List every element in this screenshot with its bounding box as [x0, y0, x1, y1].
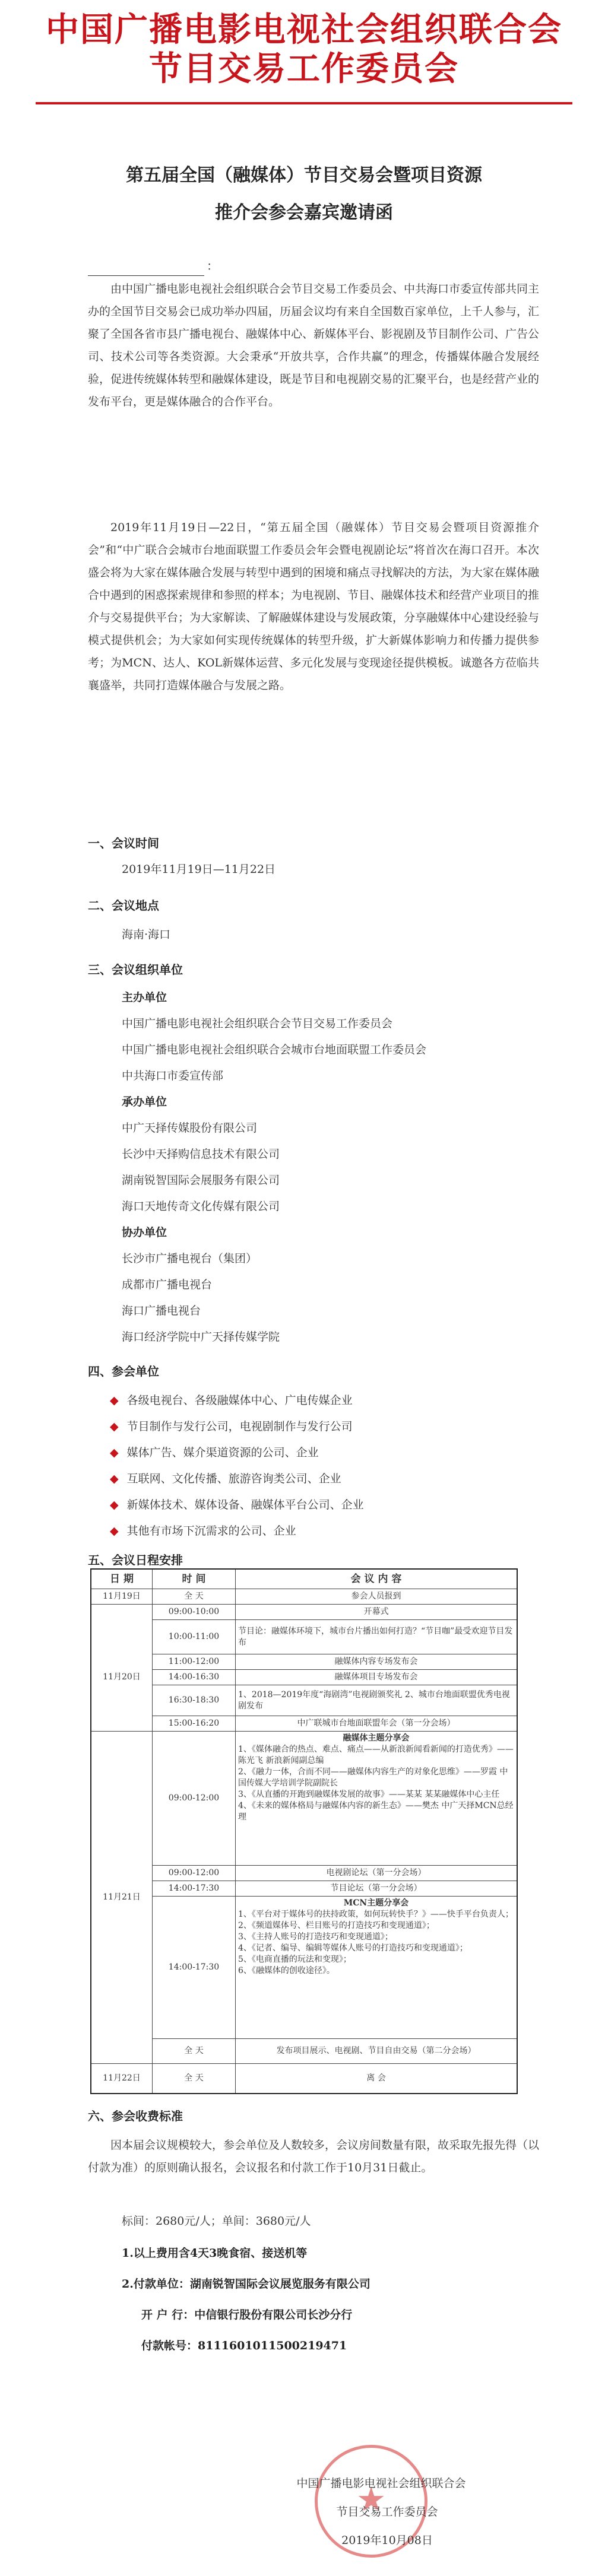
- bank-line: 开 户 行：中信银行股份有限公司长沙分行: [141, 2308, 353, 2321]
- time-cell: 09:00-12:00: [153, 1866, 236, 1881]
- table-row: [153, 1865, 517, 1881]
- content-cell: 融媒体内容专场发布会: [334, 1657, 418, 1666]
- time-cell: 16:30-18:30: [153, 1685, 236, 1716]
- time-cell: 全 天: [153, 2039, 236, 2063]
- co-organizer-item: 成都市广播电视台: [122, 1278, 213, 1291]
- content-cell: 中广联城市台地面联盟年会（第一分会场）: [297, 1719, 455, 1728]
- signature-org-line2: 节目交易工作委员会: [336, 2505, 438, 2518]
- table-row: [153, 1604, 517, 1619]
- session-item: 5、《电商直播的玩法和变现》；: [238, 1955, 352, 1964]
- meeting-time: 2019年11月19日—11月22日: [122, 863, 276, 876]
- section-4-heading: 四、参会单位: [88, 1364, 159, 1378]
- content-cell: [236, 1732, 517, 1865]
- payee-line: 2.付款单位：湖南锐智国际会议展览服务有限公司: [122, 2278, 370, 2291]
- date-cell: 11月21日: [91, 1732, 153, 2063]
- host-label: 主办单位: [122, 991, 167, 1004]
- letterhead-line2: 节目交易工作委员会: [149, 50, 459, 88]
- session-item: 4、《记者、编导、编辑等媒体人账号的打造技巧和变现通道》；: [238, 1943, 468, 1953]
- content-cell: 开幕式: [363, 1606, 389, 1616]
- session-item: 2、《融力一体，合而不同——融媒体内容生产的对象化思维》——罗霞 中国传媒大学培训学院副院长: [238, 1767, 508, 1788]
- time-cell: 全 天: [153, 2064, 236, 2093]
- host-item: 中共海口市委宣传部: [122, 1069, 224, 1082]
- diamond-bullet-icon: ◆: [110, 1524, 119, 1538]
- participant-item: ◆ 新媒体技术、媒体设备、融媒体平台公司、企业: [110, 1498, 364, 1511]
- content-cell: 发布项目展示、电视剧、节目自由交易（第二分会场）: [276, 2046, 476, 2056]
- col-header-time: 时 间: [153, 1570, 236, 1589]
- content-cell: 节目论坛（第一分会场）: [330, 1883, 422, 1893]
- table-row: [153, 1669, 517, 1685]
- content-cell: 1、2018—2019年度“海剧湾”电视剧颁奖礼 2、城市台地面联盟优秀电视剧发布: [238, 1689, 510, 1711]
- intro-paragraph-1: 由中国广播电影电视社会组织联合会节目交易工作委员会、中共海口市委宣传部共同主办的全国节目交易会已成功举办四届，历届会议均有来自全国数百家单位，上千人参与，汇聚了全国各省市县广播电视台、融媒体中心、新媒体平台、影视剧及节目制作公司、广告公司、技术公司等各类资源。大会秉承“开放共享，合作共赢”的理念，传播媒体融合发展经验，促进传统媒体转型和融媒体建设，既是节目和电视剧交易的汇聚平台，也是经营产业的发布平台，更是媒体融合的合作平台。: [88, 282, 540, 408]
- salutation-blank: [88, 261, 204, 276]
- time-cell: 全 天: [153, 1589, 236, 1604]
- letterhead-rule: [36, 102, 572, 104]
- time-cell: 09:00-10:00: [153, 1604, 236, 1619]
- host-item: 中国广播电影电视社会组织联合会节目交易工作委员会: [122, 1017, 393, 1030]
- section-6-heading: 六、参会收费标准: [88, 2109, 183, 2123]
- fee-note: 1.以上费用含4天3晚食宿、接送机等: [122, 2247, 308, 2260]
- content-cell: 融媒体项目专场发布会: [334, 1672, 418, 1682]
- host-item: 中国广播电影电视社会组织联合会城市台地面联盟工作委员会: [122, 1043, 427, 1056]
- salutation-colon: ：: [207, 259, 218, 273]
- time-cell: 14:00-17:30: [153, 1881, 236, 1896]
- time-cell: 09:00-12:00: [153, 1732, 236, 1865]
- table-row: [153, 1881, 517, 1896]
- table-header-row: [91, 1570, 517, 1589]
- session-title: MCN主题分享会: [343, 1898, 409, 1908]
- participant-item: ◆ 媒体广告、媒介渠道资源的公司、企业: [110, 1446, 319, 1459]
- account-line: 付款帐号：8111601011500219471: [141, 2339, 347, 2352]
- date-cell: 11月22日: [91, 2064, 153, 2093]
- section-3-heading: 三、会议组织单位: [88, 963, 183, 977]
- table-row: [91, 1589, 517, 1604]
- organizer-item: 海口天地传奇文化传媒有限公司: [122, 1200, 280, 1213]
- document-title-line2: 推介会参会嘉宾邀请函: [215, 202, 393, 223]
- table-row: [153, 1731, 517, 1865]
- table-row: [153, 2038, 517, 2063]
- schedule-table: [90, 1568, 518, 2094]
- col-header-date: 日 期: [91, 1570, 153, 1589]
- organizer-item: 湖南锐智国际会展服务有限公司: [122, 1174, 280, 1187]
- content-cell: 离 会: [366, 2073, 386, 2083]
- table-row: [91, 2063, 517, 2093]
- diamond-bullet-icon: ◆: [110, 1420, 119, 1433]
- signature-date: 2019年10月08日: [341, 2534, 433, 2547]
- diamond-bullet-icon: ◆: [110, 1498, 119, 1511]
- signature-org-line1: 中国广播电影电视社会组织联合会: [296, 2477, 466, 2490]
- diamond-bullet-icon: ◆: [110, 1446, 119, 1459]
- session-item: 1、《平台对于媒体号的扶持政策，如何玩转快手？》——快手平台负责人；: [238, 1910, 514, 1919]
- participant-item: ◆ 节目制作与发行公司，电视剧制作与发行公司: [110, 1420, 353, 1433]
- diamond-bullet-icon: ◆: [110, 1472, 119, 1485]
- participant-item: ◆ 互联网、文化传播、旅游咨询类公司、企业: [110, 1472, 341, 1485]
- session-item: 2、《频道媒体号、栏目账号的打造技巧和变现通道》；: [238, 1921, 435, 1930]
- time-cell: 14:00-16:30: [153, 1670, 236, 1685]
- fee-standard: 标间：2680元/人；单间：3680元/人: [122, 2215, 311, 2228]
- session-item: 4、《未来的媒体格局与融媒体内容的新生态》——樊杰 中广天择MCN总经理: [238, 1801, 514, 1822]
- diamond-bullet-icon: ◆: [110, 1394, 119, 1407]
- document-title-line1: 第五届全国（融媒体）节目交易会暨项目资源: [126, 165, 482, 186]
- time-cell: 15:00-16:20: [153, 1716, 236, 1731]
- date-cell: 11月20日: [91, 1605, 153, 1750]
- table-row: [153, 1896, 517, 2038]
- participant-item: ◆ 其他有市场下沉需求的公司、企业: [110, 1524, 296, 1538]
- table-row: [153, 1619, 517, 1654]
- session-item: 3、《从直播的开跑到融媒体发展的故事》——某某 某某融媒体中心主任: [238, 1790, 500, 1799]
- time-cell: 14:00-17:30: [153, 1897, 236, 2038]
- co-organizer-item: 海口经济学院中广天择传媒学院: [122, 1330, 280, 1343]
- meeting-place: 海南·海口: [122, 928, 171, 941]
- time-cell: 11:00-12:00: [153, 1654, 236, 1669]
- co-organizer-item: 长沙市广播电视台（集团）: [122, 1252, 258, 1265]
- session-item: 1、《媒体融合的热点、难点、痛点——从新浪新闻看新闻的打造优秀》——陈光飞 新浪新闻副总编: [238, 1745, 514, 1765]
- section-1-heading: 一、会议时间: [88, 836, 159, 850]
- co-organizer-item: 海口广播电视台: [122, 1304, 201, 1317]
- organizer-item: 中广天择传媒股份有限公司: [122, 1122, 258, 1135]
- content-cell: [236, 1897, 517, 2038]
- table-row: [153, 1654, 517, 1669]
- letterhead-line1: 中国广播电影电视社会组织联合会: [46, 11, 562, 49]
- intro-paragraph-2: 2019年11月19日—22日，“第五届全国（融媒体）节目交易会暨项目资源推介会”和“中广联合会城市台地面联盟工作委员会年会暨电视剧论坛”将首次在海口召开。本次盛会将为大家在媒体融合发展与转型中遇到的困境和痛点寻找解决的方法，为大家在媒体融合中遇到的困惑探索规律和参照的样本；为电视剧、节目、融媒体技术和经营产业项目的推介与交易提供平台；为大家解读、了解融媒体建设与发展政策，分享融媒体中心建设经验与模式提供机会；为大家如何实现传统媒体的转型升级，扩大新媒体影响力和传播力提供参考；为MCN、达人、KOL新媒体运营、多元化发展与变现途径提供模板。诚邀各方莅临共襄盛举，共同打造媒体融合与发展之路。: [88, 521, 540, 692]
- section-5-heading: 五、会议日程安排: [88, 1553, 183, 1567]
- co-organizer-label: 协办单位: [122, 1226, 167, 1239]
- time-cell: 10:00-11:00: [153, 1620, 236, 1654]
- organizer-item: 长沙中天择购信息技术有限公司: [122, 1148, 280, 1161]
- session-item: 3、《主持人账号的打造技巧和变现通道》；: [238, 1932, 393, 1942]
- table-row: [153, 1685, 517, 1716]
- session-title: 融媒体主题分享会: [343, 1733, 410, 1743]
- organizer-label: 承办单位: [122, 1095, 167, 1108]
- col-header-content: 会 议 内 容: [350, 1573, 402, 1585]
- content-cell: 节目论：融媒体环境下，城市台片播出如何打造？“节目咖”最受欢迎节目发布: [238, 1626, 513, 1647]
- section-2-heading: 二、会议地点: [88, 898, 159, 913]
- fee-paragraph: 因本届会议规模较大，参会单位及人数较多，会议房间数量有限，故采取先报先得（以付款为准）的原则确认报名，会议报名和付款工作于10月31日截止。: [88, 2139, 540, 2174]
- date-cell: 11月19日: [91, 1589, 153, 1604]
- content-cell: 参会人员报到: [351, 1592, 401, 1601]
- participant-item: ◆ 各级电视台、各级融媒体中心、广电传媒企业: [110, 1394, 353, 1407]
- session-item: 6、《融媒体的创收途径》。: [238, 1966, 335, 1975]
- content-cell: 电视剧论坛（第一分会场）: [326, 1868, 426, 1878]
- table-row: [153, 1716, 517, 1731]
